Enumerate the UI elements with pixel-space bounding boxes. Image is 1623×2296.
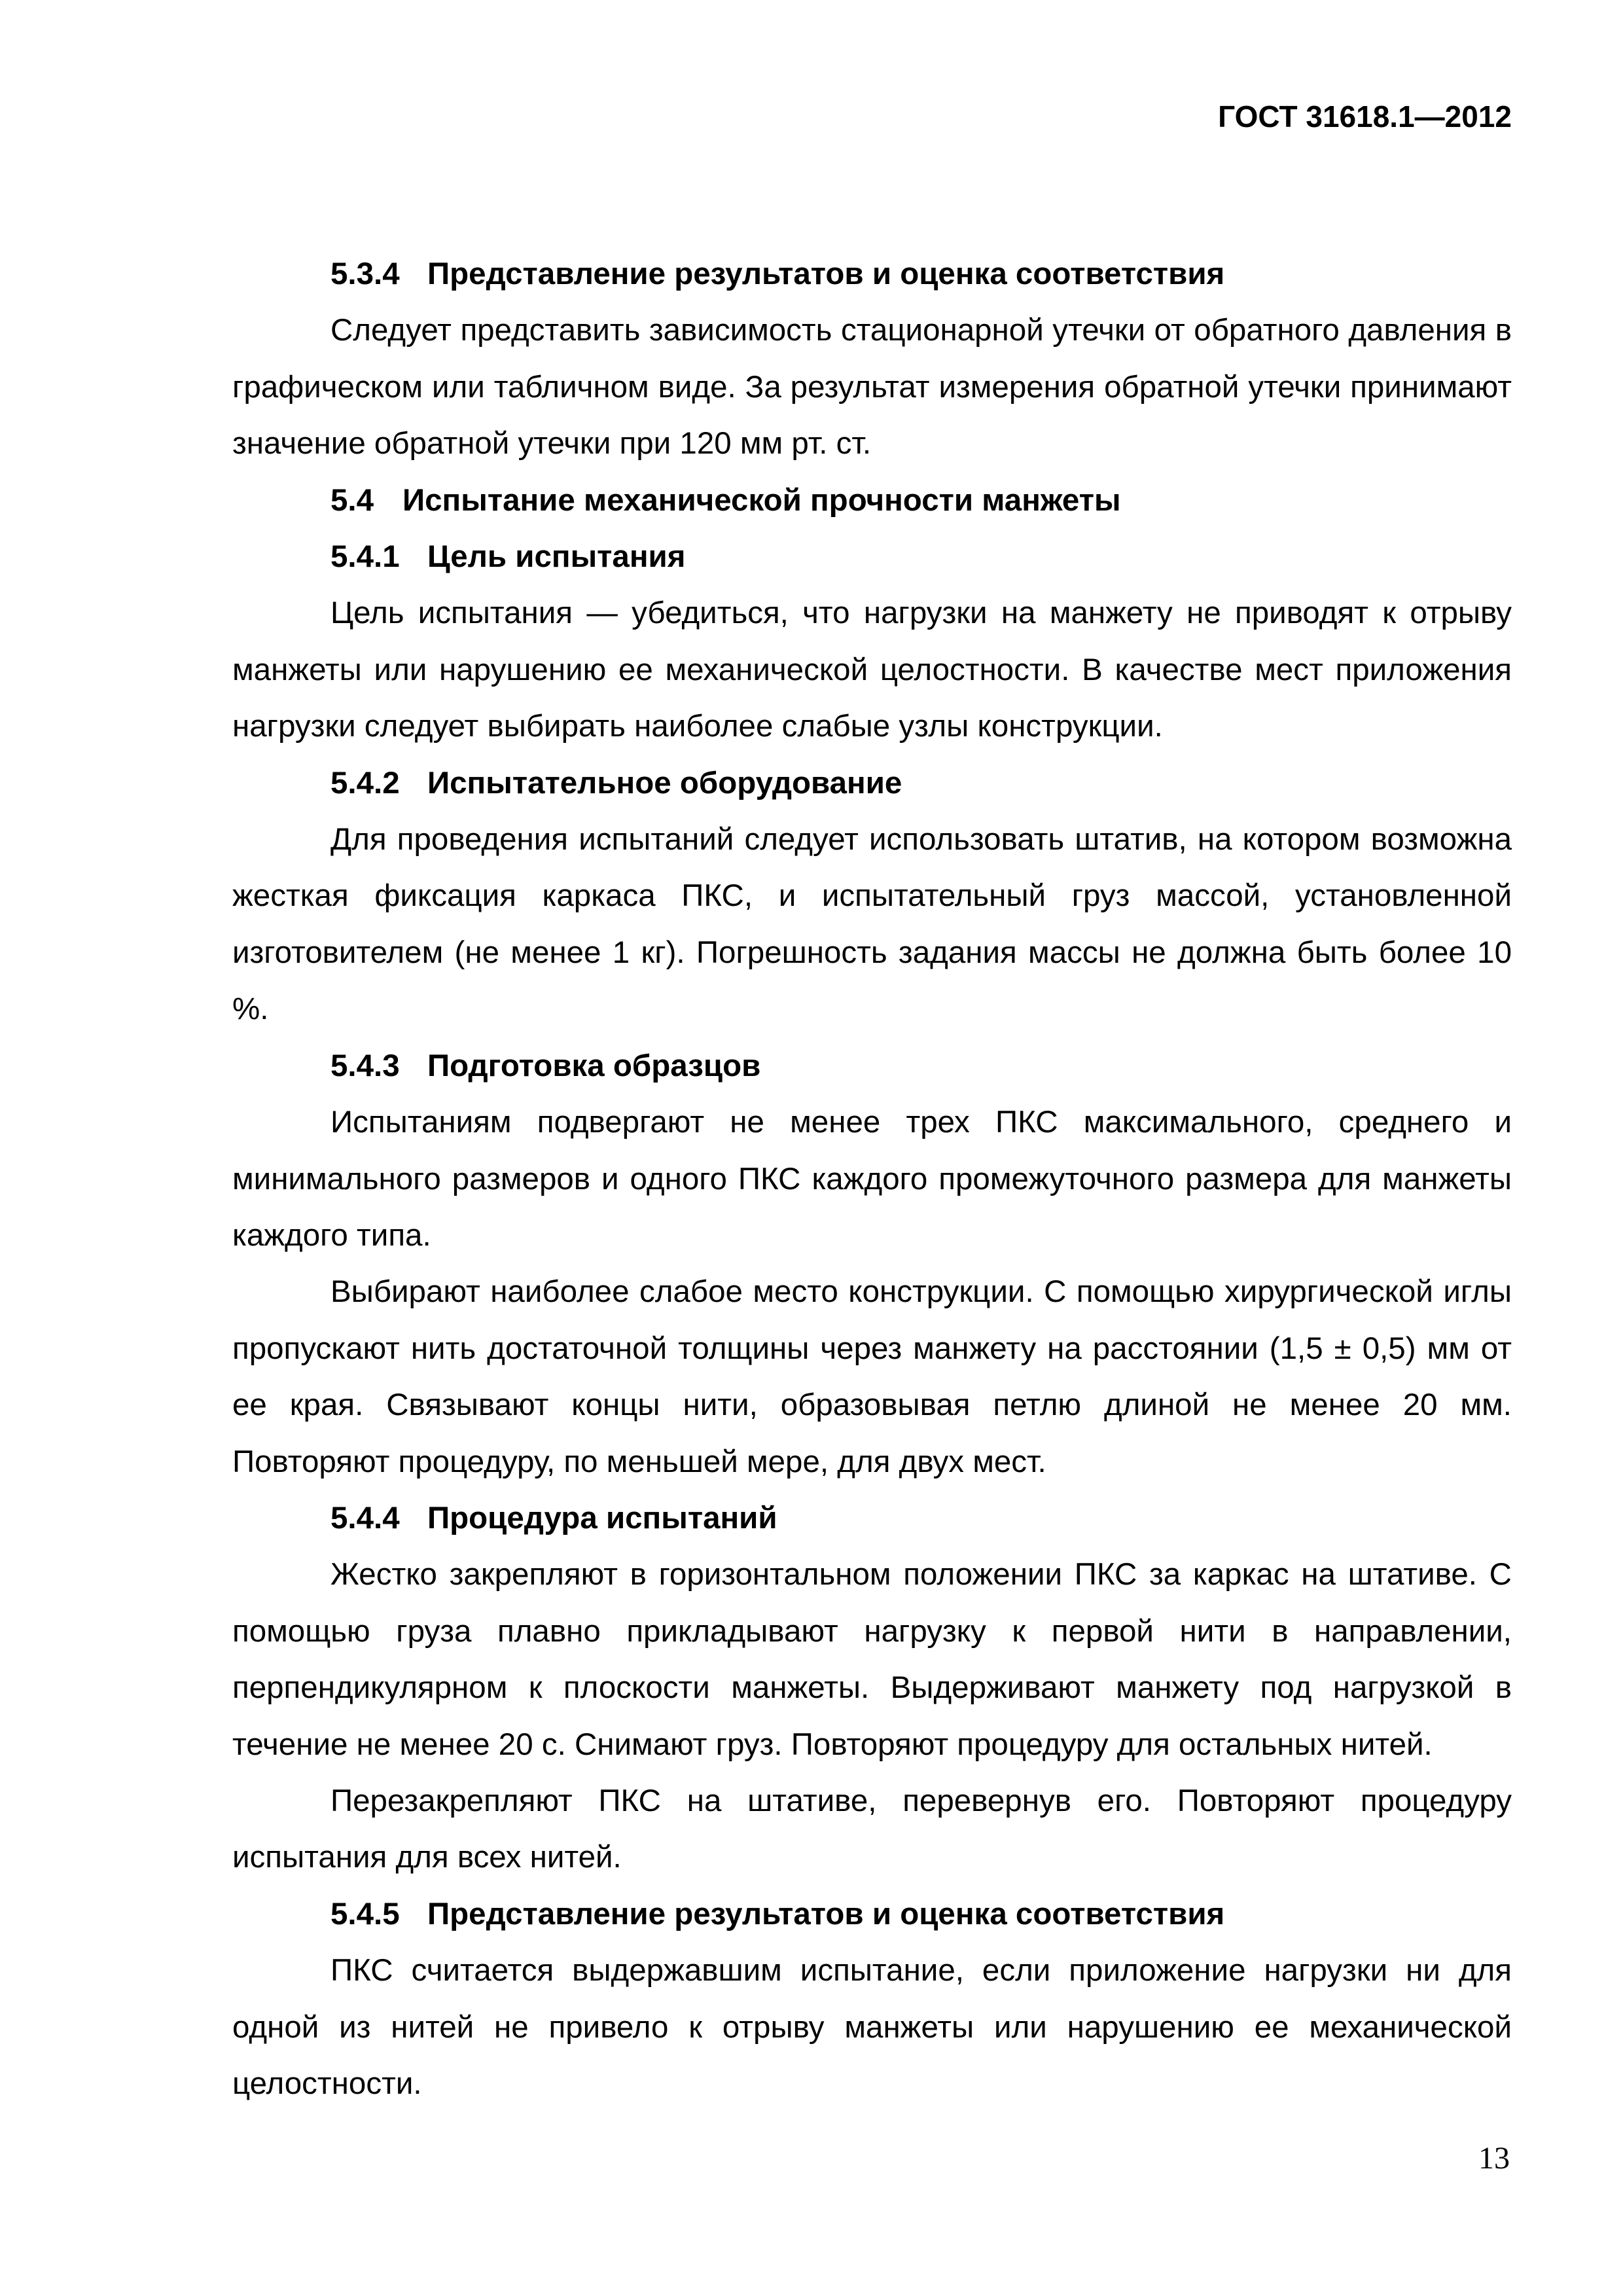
document-code: ГОСТ 31618.1—2012 — [1218, 99, 1512, 134]
section-number: 5.3.4 — [330, 257, 400, 291]
paragraph: Выбирают наиболее слабое место конструкции. С помощью хирургической иглы пропускают нить достаточной толщины через манжету на расстоянии (1,5 ± 0,5) мм от ее края. Связывают концы нити, образовывая петлю длиной не менее 20 мм. Повторяют процедуру, по меньшей мере, для двух мест. — [232, 1274, 1512, 1479]
section-number: 5.4.2 — [330, 765, 400, 800]
paragraph: Для проведения испытаний следует использовать штатив, на котором возможна жесткая фиксация каркаса ПКС, и испытательный груз массой, установленной изготовителем (не менее 1 кг). Погрешность задания массы не должна быть более 10 %. — [232, 822, 1512, 1027]
section-title: Цель испытания — [427, 539, 686, 575]
paragraph: Цель испытания — убедиться, что нагрузки на манжету не приводят к отрыву манжеты или нарушению ее механической целостности. В качестве мест приложения нагрузки следует выбирать наиболее слабые узлы конструкции. — [232, 596, 1512, 744]
section-heading-5-4-2 — [232, 755, 1512, 812]
section-heading-5-4-5 — [232, 1886, 1512, 1943]
section-number: 5.4.1 — [330, 539, 400, 575]
paragraph: Перезакрепляют ПКС на штативе, перевернув его. Повторяют процедуру испытания для всех нитей. — [232, 1783, 1512, 1875]
document-body — [232, 246, 1512, 2112]
page-number: 13 — [1478, 2141, 1510, 2176]
section-title: Представление результатов и оценка соответствия — [427, 1896, 1225, 1931]
paragraph: ПКС считается выдержавшим испытание, если приложение нагрузки ни для одной из нитей не привело к отрыву манжеты или нарушению ее механической целостности. — [232, 1953, 1512, 2101]
paragraph: Испытаниям подвергают не менее трех ПКС максимального, среднего и минимального размеров и одного ПКС каждого промежуточного размера для манжеты каждого типа. — [232, 1105, 1512, 1253]
section-number: 5.4.4 — [330, 1500, 400, 1535]
section-heading-5-4-3 — [232, 1038, 1512, 1094]
section-title: Подготовка образцов — [427, 1048, 761, 1083]
section-heading-5-3-4 — [232, 246, 1512, 302]
section-title: Испытание механической прочности манжеты — [402, 482, 1121, 518]
section-title: Испытательное оборудование — [427, 765, 902, 800]
section-title: Процедура испытаний — [427, 1500, 777, 1535]
section-number: 5.4 — [330, 482, 374, 518]
paragraph: Жестко закрепляют в горизонтальном положении ПКС за каркас на штативе. С помощью груза плавно прикладывают нагрузку к первой нити в направлении, перпендикулярном к плоскости манжеты. Выдерживают манжету под нагрузкой в течение не менее 20 с. Снимают груз. Повторяют процедуру для остальных нитей. — [232, 1557, 1512, 1762]
paragraph: Следует представить зависимость стационарной утечки от обратного давления в графическом или табличном виде. За результат измерения обратной утечки принимают значение обратной утечки при 120 мм рт. ст. — [232, 313, 1512, 461]
section-heading-5-4 — [232, 473, 1512, 529]
section-heading-5-4-1 — [232, 529, 1512, 585]
section-number: 5.4.3 — [330, 1048, 400, 1083]
section-heading-5-4-4 — [232, 1490, 1512, 1547]
section-number: 5.4.5 — [330, 1896, 400, 1931]
section-title: Представление результатов и оценка соответствия — [427, 257, 1225, 291]
